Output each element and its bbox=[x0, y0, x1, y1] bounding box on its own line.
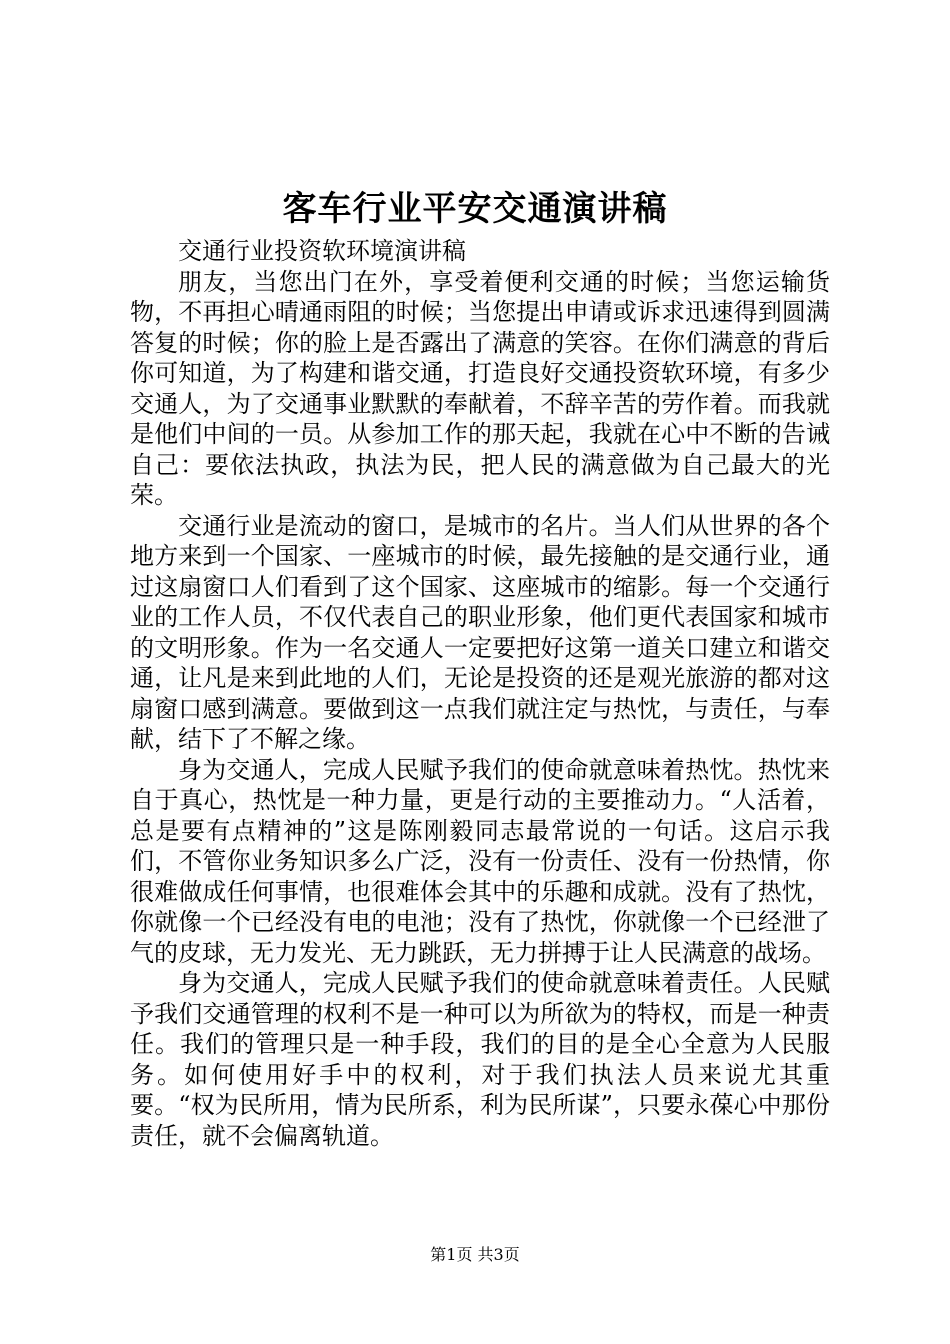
document-body bbox=[130, 236, 830, 1151]
paragraph: 交通行业是流动的窗口，是城市的名片。当人们从世界的各个地方来到一个国家、一座城市的时候，最先接触的是交通行业，通过这扇窗口人们看到了这个国家、这座城市的缩影。每一个交通行业的工作人员，不仅代表自己的职业形象，他们更代表国家和城市的文明形象。作为一名交通人一定要把好这第一道关口建立和谐交通，让凡是来到此地的人们，无论是投资的还是观光旅游的都对这扇窗口感到满意。要做到这一点我们就注定与热忱，与责任，与奉献，结下了不解之缘。 bbox=[130, 511, 830, 753]
document-subtitle: 交通行业投资软环境演讲稿 bbox=[178, 237, 466, 265]
paragraph: 身为交通人，完成人民赋予我们的使命就意味着热忱。热忱来自于真心，热忱是一种力量，更是行动的主要推动力。“人活着，总是要有点精神的”这是陈刚毅同志最常说的一句话。这启示我们，不管你业务知识多么广泛，没有一份责任、没有一份热情，你很难做成任何事情，也很难体会其中的乐趣和成就。没有了热忱，你就像一个已经没有电的电池；没有了热忱，你就像一个已经泄了气的皮球，无力发光、无力跳跃，无力拼搏于让人民满意的战场。 bbox=[130, 755, 830, 967]
paragraph: 身为交通人，完成人民赋予我们的使命就意味着责任。人民赋予我们交通管理的权利不是一种可以为所欲为的特权，而是一种责任。我们的管理只是一种手段，我们的目的是全心全意为人民服务。如何使用好手中的权利，对于我们执法人员来说尤其重要。“权为民所用，情为民所系，利为民所谋”，只要永葆心中那份责任，就不会偏离轨道。 bbox=[130, 969, 830, 1150]
paragraph: 朋友，当您出门在外，享受着便利交通的时候；当您运输货物，不再担心晴通雨阻的时候；当您提出申请或诉求迅速得到圆满答复的时候；你的脸上是否露出了满意的笑容。在你们满意的背后你可知道，为了构建和谐交通，打造良好交通投资软环境，有多少交通人，为了交通事业默默的奉献着，不辞辛苦的劳作着。而我就是他们中间的一员。从参加工作的那天起，我就在心中不断的告诫自己：要依法执政，执法为民，把人民的满意做为自己最大的光荣。 bbox=[130, 267, 830, 509]
page-number-footer: 第1页 共3页 bbox=[430, 1245, 520, 1264]
document-title: 客车行业平安交通演讲稿 bbox=[282, 189, 668, 229]
